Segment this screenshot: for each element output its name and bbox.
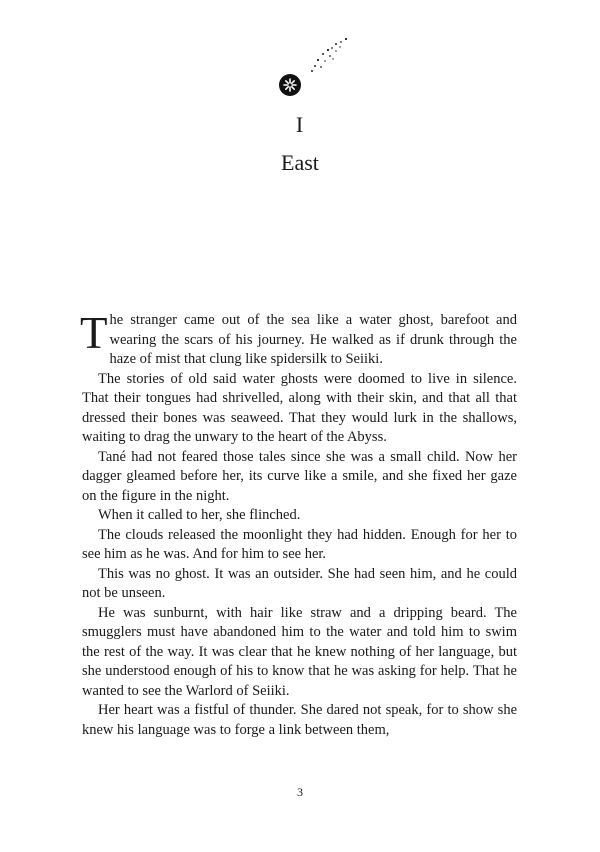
paragraph: The clouds released the moonlight they had hidden. Enough for her to see him as he was. And for him to see her. bbox=[82, 526, 517, 562]
paragraph: This was no ghost. It was an outsider. She had seen him, and he could not be unseen. bbox=[82, 565, 517, 601]
chapter-body bbox=[80, 308, 517, 740]
comet-icon bbox=[270, 30, 360, 105]
paragraph bbox=[80, 308, 517, 370]
chapter-title: East bbox=[281, 150, 319, 175]
paragraph: When it called to her, she flinched. bbox=[98, 507, 301, 523]
paragraph-text: he stranger came out of the sea like a water ghost, barefoot and wearing the scars of his journey. He walked as if drunk through the haze of mist that clung like spidersilk to Seiiki. bbox=[109, 312, 517, 367]
drop-cap: T bbox=[80, 308, 108, 358]
paragraph: He was sunburnt, with hair like straw and a dripping beard. The smugglers must have abandoned him to the water and told him to swim the rest of the way. It was clear that he knew nothing of her language, but she understood enough of his to know that he was asking for help. That he wanted to see the Warlord of Seiiki. bbox=[82, 604, 517, 699]
paragraph: Her heart was a fistful of thunder. She dared not speak, for to show she knew his language was to forge a link between them, bbox=[82, 702, 517, 738]
chapter-number: I bbox=[295, 112, 305, 137]
paragraph: Tané had not feared those tales since she was a small child. Now her dagger gleamed before her, its curve like a smile, and she fixed her gaze on the figure in the night. bbox=[82, 448, 517, 504]
page-number: 3 bbox=[297, 785, 303, 799]
paragraph: The stories of old said water ghosts were doomed to live in silence. That their tongues had shrivelled, along with their skin, and that all that dressed their bones was seaweed. That they would lurk in the shallows, waiting to drag the unwary to the heart of the Abyss. bbox=[82, 370, 517, 445]
